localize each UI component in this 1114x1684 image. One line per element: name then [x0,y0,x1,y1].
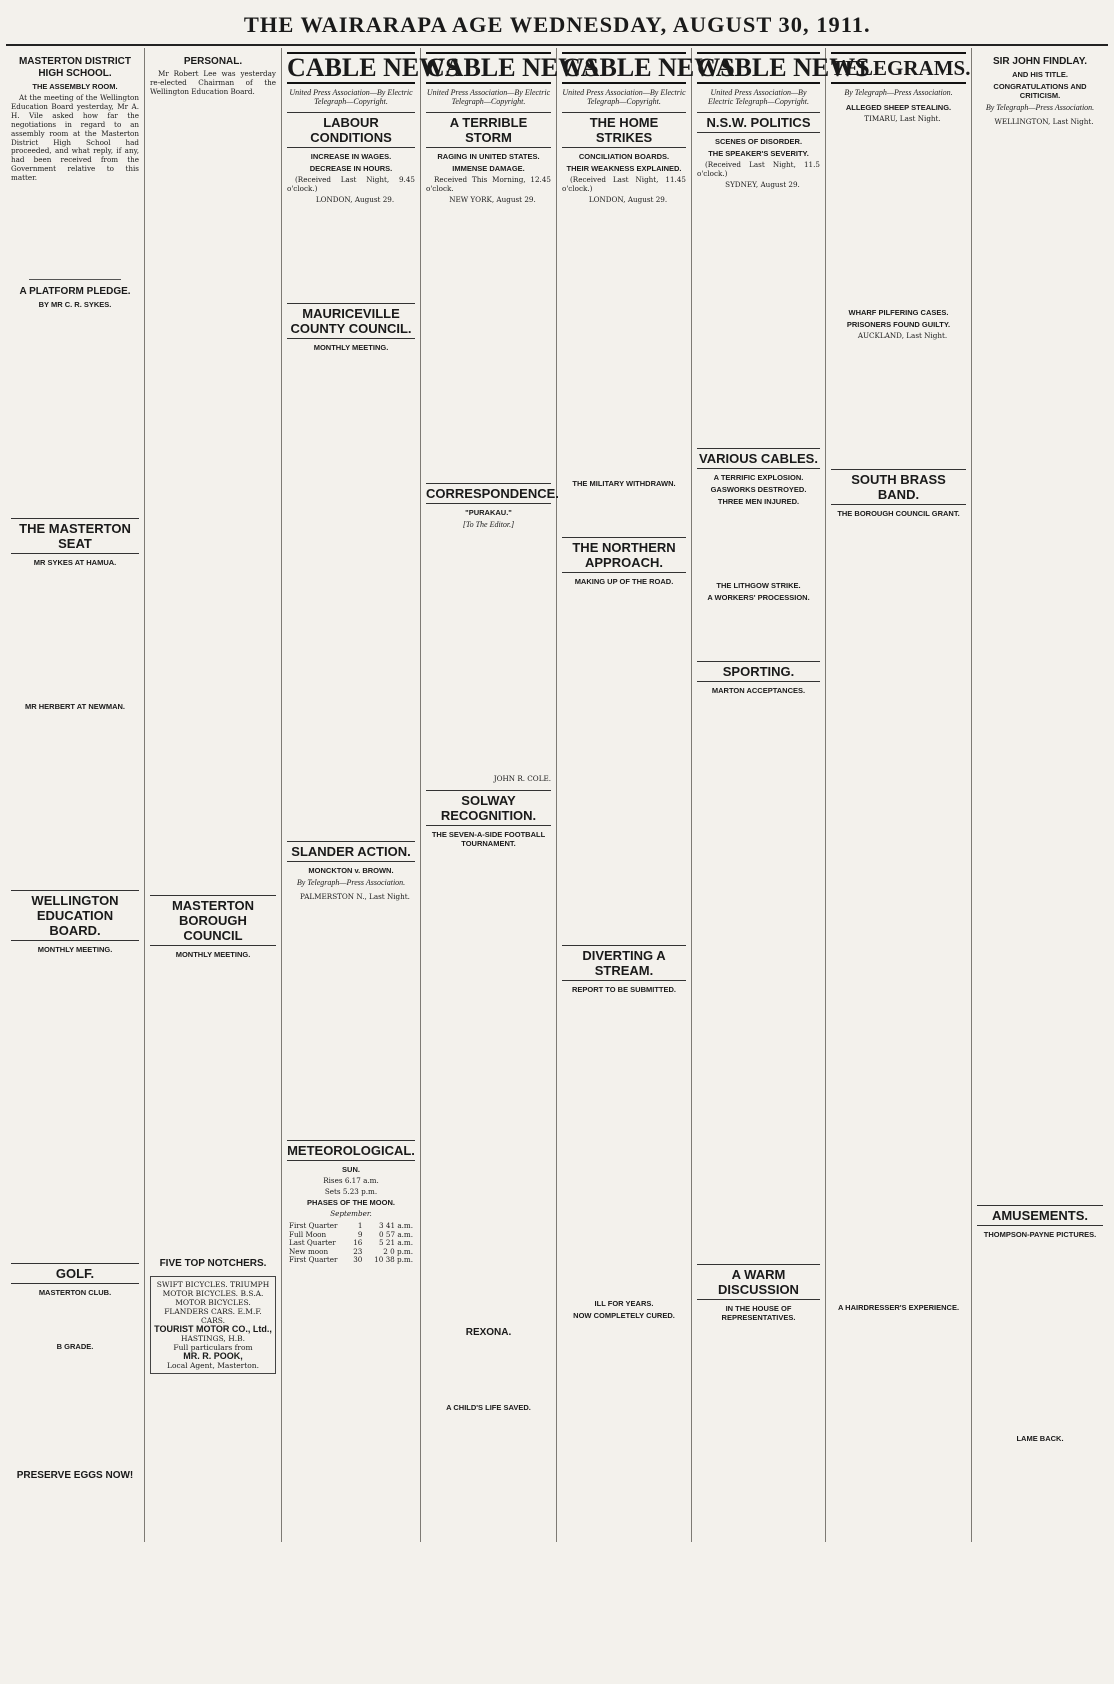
advert-body [977,1446,1103,1526]
advert-body [426,1341,551,1401]
banner-cable-news: CABLE NEWS [287,53,460,82]
subhead-gasworks: GASWORKS DESTROYED. [710,484,807,494]
headline-warm-discussion: A WARM DISCUSSION [697,1264,820,1300]
banner-cable-news: CABLE NEWS [562,53,735,82]
article-body [562,997,686,1297]
advert-preserve-eggs: PRESERVE EGGS NOW! [16,1470,134,1482]
masthead [6,6,1108,46]
subhead-purakau: "PURAKAU." [465,507,512,517]
headline-masterton-seat: THE MASTERTON SEAT [11,518,139,554]
subhead-monthly-meeting: MONTHLY MEETING. [313,342,389,352]
article-body [11,185,139,273]
subhead-lame-back: LAME BACK. [1016,1433,1064,1443]
article-body [697,509,820,579]
subhead-assembly-room: THE ASSEMBLY ROOM. [32,82,118,91]
advert-rexona: REXONA. [465,1326,512,1338]
article-body [697,605,820,655]
dateline: TIMARU, Last Night. [864,114,941,123]
dateline: AUCKLAND, Last Night. [857,330,948,340]
advert-agent: MR. R. POOK, [183,1350,243,1361]
article-body [150,962,276,1252]
article-body [562,491,686,531]
article-text: At the meeting of the Wellington Education Board yesterday, Mr A. H. Vile asked how far the negotiations in regard to an assembly room at the Masterton District High School had proceeded, and what reply, if any, had been received from the Government relative to this matter. [11,93,139,183]
article-body [287,1268,415,1528]
subhead-masterton-club: MASTERTON CLUB. [38,1288,112,1298]
subhead-procession: A WORKERS' PROCESSION. [707,592,810,602]
article-body [287,207,415,297]
dateline: SYDNEY, August 29. [725,179,800,189]
headline-nsw-politics: N.S.W. POLITICS [697,112,820,133]
subhead-grant: THE BOROUGH COUNCIL GRANT. [837,508,960,518]
subhead-military: THE MILITARY WITHDRAWN. [572,478,676,488]
article-body [11,957,139,1257]
headline-correspondence: CORRESPONDENCE. [426,483,551,504]
headline-personal: PERSONAL. [183,56,243,67]
article-body [11,1300,139,1340]
article-body [11,570,139,700]
byline: United Press Association—By Electric Telegraph—Copyright. [562,88,686,106]
table-row: First Quarter 1 3 41 a.m. [289,1221,413,1231]
headline-golf: GOLF. [11,1263,139,1284]
subhead-explosion: A TERRIFIC EXPLOSION. [713,472,804,482]
headline-education-board: WELLINGTON EDUCATION BOARD. [11,890,139,941]
subhead-marton: MARTON ACCEPTANCES. [711,685,806,695]
headline-findlay: SIR JOHN FINDLAY. [992,56,1088,67]
advert-body [831,1315,966,1415]
subhead-united-states: RAGING IN UNITED STATES. [437,152,540,161]
subhead-ill-for-years: ILL FOR YEARS. [594,1298,654,1308]
column-2 [145,48,282,1542]
subhead-conciliation: CONCILIATION BOARDS. [578,152,670,161]
advert-lines: SWIFT BICYCLES. TRIUMPH MOTOR BICYCLES. B.S.A. MOTOR BICYCLES. FLANDERS CARS. E.M.F. CARS. [156,1279,270,1325]
banner-cable-news: CABLE NEWS [697,53,870,82]
subhead-sun: SUN. [342,1164,360,1174]
dateline: WELLINGTON, Last Night. [994,117,1094,126]
article-body [697,698,820,1258]
headline-borough-council: MASTERTON BOROUGH COUNCIL [150,895,276,946]
byline: United Press Association—By Electric Telegraph—Copyright. [707,88,810,106]
advert-body [562,1323,686,1513]
column-4 [421,48,599,1542]
received-line: (Received Last Night, 11.45 o'clock.) [562,175,686,193]
moon-table [287,1222,415,1265]
article-body [287,355,415,835]
headline-meteorological: METEOROLOGICAL. [287,1140,415,1161]
subhead-wages: INCREASE IN WAGES. [310,152,392,161]
subhead-report: REPORT TO BE SUBMITTED. [571,984,677,994]
subhead-sheep-stealing: ALLEGED SHEEP STEALING. [845,103,952,112]
to-the-editor: [To The Editor.] [462,519,515,529]
dateline: NEW YORK, August 29. [449,194,536,204]
subhead-pictures: THOMPSON-PAYNE PICTURES. [983,1229,1097,1239]
headline-slander: SLANDER ACTION. [287,841,415,862]
article-body [150,99,276,889]
advert-particulars: Full particulars from [173,1342,253,1352]
headline-platform-pledge: A PLATFORM PLEDGE. [19,286,131,298]
subhead-wharf: WHARF PILFERING CASES. [848,307,949,317]
article-body [426,535,551,775]
subhead-lithgow: THE LITHGOW STRIKE. [716,580,801,590]
dateline: LONDON, August 29. [588,194,668,204]
advert-body [426,1415,551,1515]
advert-company: TOURIST MOTOR CO., Ltd., [154,1323,272,1334]
subhead-house: IN THE HOUSE OF REPRESENTATIVES. [721,1303,796,1322]
subhead-tournament: THE SEVEN-A-SIDE FOOTBALL TOURNAMENT. [431,829,546,848]
article-body [11,312,139,512]
table-row: New moon 23 2 0 p.m. [289,1246,413,1256]
column-1 [6,48,145,1542]
article-body [562,589,686,939]
table-row: Last Quarter 16 5 21 a.m. [289,1238,413,1248]
subhead-road: MAKING UP OF THE ROAD. [574,576,674,586]
headline-top-notchers: FIVE TOP NOTCHERS. [159,1257,267,1269]
article-body [831,126,966,306]
headline-high-school: MASTERTON DISTRICT HIGH SCHOOL. [18,56,132,79]
byline: By Telegraph—Press Association. [985,103,1095,112]
subhead-sykes: BY MR C. R. SYKES. [38,300,112,310]
headline-storm: A TERRIBLE STORM [426,112,551,148]
subhead-cured: NOW COMPLETELY CURED. [573,1310,675,1320]
article-body [287,904,415,1134]
headline-sporting: SPORTING. [697,661,820,682]
headline-home-strikes: THE HOME STRIKES [562,112,686,148]
subhead-child-saved: A CHILD'S LIFE SAVED. [446,1402,531,1412]
column-3 [282,48,460,1542]
article-body [697,1325,820,1525]
subhead-herbert: MR HERBERT AT NEWMAN. [25,702,125,712]
headline-diverting-stream: DIVERTING A STREAM. [562,945,686,981]
subhead-guilty: PRISONERS FOUND GUILTY. [846,319,951,329]
article-body [426,851,551,1321]
column-6 [692,48,870,1542]
advert-body [11,1484,139,1684]
signature: JOHN R. COLE. [493,773,551,783]
advert-bicycles [150,1276,276,1374]
byline: By Telegraph—Press Association. [844,88,953,97]
subhead-speaker: THE SPEAKER'S SEVERITY. [708,149,809,158]
article-body [977,129,1103,1199]
headline-solway: SOLWAY RECOGNITION. [426,790,551,826]
article-body [977,1242,1103,1432]
received-line: (Received Last Night, 11.5 o'clock.) [697,160,820,178]
banner-cable-news: CABLE NEWS [426,53,599,82]
article-body [11,1354,139,1464]
article-text: Mr Robert Lee was yesterday re-elected Chairman of the Wellington Education Board. [150,69,276,96]
subhead-hours: DECREASE IN HOURS. [309,164,393,173]
advert-agent-location: Local Agent, Masterton. [167,1360,259,1370]
byline: United Press Association—By Electric Telegraph—Copyright. [426,88,551,106]
headline-mauriceville: MAURICEVILLE COUNTY COUNCIL. [287,303,415,339]
dateline: LONDON, August 29. [315,194,395,204]
article-body [562,207,686,477]
received-line: (Received Last Night, 9.45 o'clock.) [287,175,415,193]
subhead-hamua: MR SYKES AT HAMUA. [33,558,117,568]
subhead-damage: IMMENSE DAMAGE. [452,164,525,173]
columns [6,48,1108,1542]
banner-telegrams: TELEGRAMS. [831,52,966,84]
subhead-injured: THREE MEN INJURED. [717,496,800,506]
subhead-congratulations: CONGRATULATIONS AND CRITICISM. [993,82,1087,100]
headline-labour: LABOUR CONDITIONS [287,112,415,148]
masthead-title: THE WAIRARAPA AGE WEDNESDAY, AUGUST 30, 1911. [243,12,871,37]
column-8 [972,48,1108,1542]
dateline: PALMERSTON N., Last Night. [300,891,410,901]
article-body [426,207,551,477]
divider [29,279,121,280]
headline-brass-band: SOUTH BRASS BAND. [831,469,966,505]
byline: United Press Association—By Electric Telegraph—Copyright. [289,88,413,106]
subhead-hairdresser: A HAIRDRESSER'S EXPERIENCE. [837,1302,960,1312]
sun-sets: Sets 5.23 p.m. [324,1186,378,1196]
byline-press: By Telegraph—Press Association. [296,877,406,887]
advert-location: HASTINGS, H.B. [180,1333,246,1343]
subhead-weakness: THEIR WEAKNESS EXPLAINED. [566,164,682,173]
subhead-moon: PHASES OF THE MOON. [307,1198,395,1208]
moon-month: September. [330,1209,372,1219]
article-body [11,714,139,884]
article-body [831,343,966,463]
subhead-disorder: SCENES OF DISORDER. [714,137,803,146]
headline-northern-approach: THE NORTHERN APPROACH. [562,537,686,573]
subhead-monthly-meeting: MONTHLY MEETING. [175,949,251,959]
subhead-monthly-meeting: MONTHLY MEETING. [37,945,113,955]
advert-body [150,1380,276,1550]
subhead-title: AND HIS TITLE. [1012,70,1068,79]
headline-amusements: AMUSEMENTS. [977,1205,1103,1226]
sun-rises: Rises 6.17 a.m. [323,1175,379,1185]
subhead-monckton: MONCKTON v. BROWN. [308,865,394,875]
table-row: Full Moon 9 0 57 a.m. [289,1229,413,1239]
column-5 [557,48,735,1542]
subhead-b-grade: B GRADE. [56,1342,94,1352]
article-body [831,521,966,1301]
received-line: Received This Morning, 12.45 o'clock. [426,175,551,193]
article-body [697,192,820,442]
column-7 [826,48,972,1542]
headline-various-cables: VARIOUS CABLES. [697,448,820,469]
table-row: First Quarter 30 10 38 p.m. [289,1255,413,1265]
